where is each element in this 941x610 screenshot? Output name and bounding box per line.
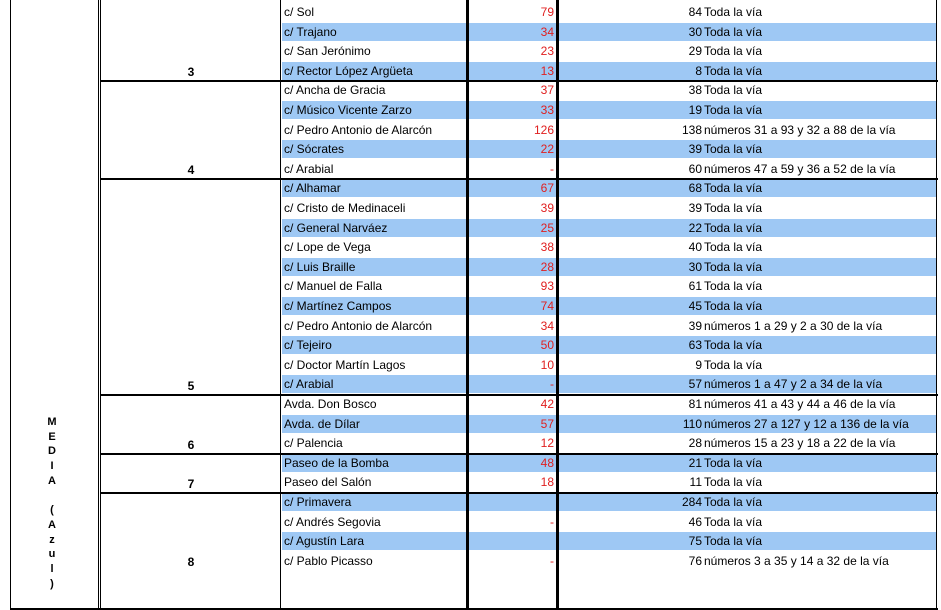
value-count-red: 79 bbox=[540, 5, 554, 19]
value-count-red: 23 bbox=[540, 44, 554, 58]
value-count: 60 bbox=[688, 162, 702, 176]
street-name: c/ Pedro Antonio de Alarcón bbox=[284, 319, 433, 333]
table-row bbox=[282, 356, 937, 374]
table-row bbox=[282, 3, 937, 21]
value-count-red: 33 bbox=[540, 103, 554, 117]
category-letter: ( bbox=[50, 504, 54, 517]
street-name: Paseo de la Bomba bbox=[284, 456, 389, 470]
scope-note: números 47 a 59 y 36 a 52 de la vía bbox=[704, 162, 896, 176]
scope-note: Toda la vía bbox=[704, 495, 763, 509]
scope-note: Toda la vía bbox=[704, 25, 763, 39]
street-name: c/ Alhamar bbox=[284, 181, 341, 195]
value-count: 22 bbox=[688, 221, 702, 235]
value-count: 30 bbox=[688, 25, 702, 39]
scope-note: Toda la vía bbox=[704, 515, 763, 529]
table-row bbox=[282, 552, 937, 570]
value-count-red: 34 bbox=[540, 319, 554, 333]
scope-note: números 3 a 35 y 14 a 32 de la vía bbox=[704, 554, 889, 568]
category-letter: A bbox=[48, 474, 56, 487]
column-divider bbox=[100, 0, 101, 610]
value-count-red: 37 bbox=[540, 83, 554, 97]
value-count-red: 67 bbox=[540, 181, 554, 195]
street-name: c/ Andrés Segovia bbox=[284, 515, 381, 529]
category-letter: M bbox=[47, 416, 57, 428]
street-name: Paseo del Salón bbox=[284, 475, 372, 489]
zone-number: 8 bbox=[187, 555, 195, 569]
scope-note: Toda la vía bbox=[704, 181, 763, 195]
street-name: c/ Pablo Picasso bbox=[284, 554, 373, 568]
zone-divider bbox=[100, 178, 938, 180]
scope-note: Toda la vía bbox=[704, 5, 763, 19]
value-count-red: 25 bbox=[540, 221, 554, 235]
value-count: 75 bbox=[688, 534, 702, 548]
zone-divider bbox=[100, 453, 938, 455]
table-row bbox=[282, 23, 937, 41]
scope-note: Toda la vía bbox=[704, 103, 763, 117]
street-name: c/ General Narváez bbox=[284, 221, 388, 235]
zone-divider bbox=[100, 492, 938, 494]
scope-note: Toda la vía bbox=[704, 475, 763, 489]
table-row bbox=[282, 81, 937, 99]
value-count-red: - bbox=[550, 554, 554, 568]
street-name: Avda. de Dílar bbox=[284, 417, 360, 431]
category-letter: D bbox=[48, 445, 56, 458]
street-name: c/ Pedro Antonio de Alarcón bbox=[284, 123, 433, 137]
table-row bbox=[282, 121, 937, 139]
street-name: c/ Cristo de Medinaceli bbox=[284, 201, 406, 215]
value-count: 57 bbox=[688, 377, 702, 391]
value-count: 284 bbox=[681, 495, 702, 509]
table-row bbox=[282, 277, 937, 295]
street-name: c/ San Jerónimo bbox=[284, 44, 371, 58]
table-row bbox=[282, 219, 937, 237]
value-count: 11 bbox=[689, 475, 702, 489]
zone-number: 7 bbox=[187, 477, 195, 491]
value-count-red: 38 bbox=[540, 240, 554, 254]
value-count-red: 22 bbox=[540, 142, 554, 156]
value-count: 9 bbox=[695, 358, 702, 372]
zone-divider bbox=[100, 394, 938, 396]
table-row bbox=[282, 513, 937, 531]
scope-note: Toda la vía bbox=[704, 534, 763, 548]
value-count: 110 bbox=[682, 417, 702, 431]
value-count-red: 74 bbox=[540, 299, 554, 313]
street-name: c/ Sol bbox=[284, 5, 315, 19]
table-row bbox=[282, 434, 937, 452]
zone-number: 4 bbox=[187, 163, 195, 177]
scope-note: Toda la vía bbox=[704, 221, 763, 235]
street-name: c/ Músico Vicente Zarzo bbox=[284, 103, 412, 117]
table-row bbox=[282, 160, 937, 178]
scope-note: números 31 a 93 y 32 a 88 de la vía bbox=[704, 123, 896, 137]
category-letter: z bbox=[49, 533, 55, 546]
table-row bbox=[282, 395, 937, 413]
value-count-red: 10 bbox=[540, 358, 554, 372]
zone-divider bbox=[100, 80, 938, 82]
table-row bbox=[282, 62, 937, 80]
value-count: 40 bbox=[688, 240, 702, 254]
street-name: c/ Ancha de Gracia bbox=[284, 83, 386, 97]
table-row bbox=[282, 493, 937, 511]
scope-note: números 15 a 23 y 18 a 22 de la vía bbox=[704, 436, 896, 450]
value-count: 138 bbox=[681, 123, 702, 137]
column-divider bbox=[10, 0, 11, 610]
table-row bbox=[282, 532, 937, 550]
table-row bbox=[282, 179, 937, 197]
table-row bbox=[282, 473, 937, 491]
table-row bbox=[282, 42, 937, 60]
street-name: c/ Tejeiro bbox=[284, 338, 332, 352]
value-count-red: 48 bbox=[540, 456, 554, 470]
value-count: 8 bbox=[695, 64, 702, 78]
street-name: c/ Martínez Campos bbox=[284, 299, 392, 313]
value-count: 19 bbox=[688, 103, 702, 117]
value-count: 45 bbox=[688, 299, 702, 313]
scope-note: Toda la vía bbox=[704, 456, 763, 470]
scope-note: Toda la vía bbox=[704, 64, 763, 78]
table-row bbox=[282, 140, 937, 158]
table-row bbox=[282, 258, 937, 276]
value-count-red: - bbox=[550, 515, 554, 529]
street-name: c/ Palencia bbox=[284, 436, 343, 450]
value-count: 39 bbox=[688, 142, 702, 156]
scope-note: Toda la vía bbox=[704, 358, 763, 372]
value-count: 84 bbox=[688, 5, 702, 19]
value-count: 30 bbox=[688, 260, 702, 274]
category-label-vertical bbox=[36, 415, 68, 591]
table-row bbox=[282, 238, 937, 256]
value-count: 29 bbox=[688, 44, 702, 58]
scope-note: números 1 a 29 y 2 a 30 de la vía bbox=[704, 319, 883, 333]
table-row bbox=[282, 297, 937, 315]
value-count-red: 126 bbox=[533, 123, 554, 137]
value-count-red: 39 bbox=[540, 201, 554, 215]
scope-note: Toda la vía bbox=[704, 142, 763, 156]
scope-note: Toda la vía bbox=[704, 279, 763, 293]
value-count: 46 bbox=[688, 515, 702, 529]
table-row bbox=[282, 199, 937, 217]
scope-note: Toda la vía bbox=[704, 83, 763, 97]
zone-number: 6 bbox=[187, 438, 195, 452]
table-row bbox=[282, 317, 937, 335]
table-row bbox=[282, 454, 937, 472]
zone-number: 5 bbox=[187, 379, 195, 393]
value-count: 21 bbox=[688, 456, 702, 470]
category-letter: ) bbox=[50, 577, 54, 590]
street-name: c/ Arabial bbox=[284, 162, 334, 176]
value-count-red: - bbox=[550, 377, 554, 391]
value-count: 39 bbox=[688, 201, 702, 215]
value-count: 81 bbox=[688, 397, 702, 411]
street-name: c/ Luis Braille bbox=[284, 260, 356, 274]
value-count-red bbox=[470, 532, 556, 550]
value-count: 63 bbox=[688, 338, 702, 352]
street-name: c/ Sócrates bbox=[284, 142, 345, 156]
value-count: 38 bbox=[688, 83, 702, 97]
scope-note: Toda la vía bbox=[704, 260, 763, 274]
category-letter: A bbox=[48, 518, 56, 531]
street-name: c/ Manuel de Falla bbox=[284, 279, 383, 293]
column-divider bbox=[466, 0, 469, 610]
category-letter bbox=[36, 489, 68, 504]
zone-number: 3 bbox=[187, 65, 195, 79]
value-count-red: 12 bbox=[540, 436, 554, 450]
value-count: 28 bbox=[688, 436, 702, 450]
street-name: Avda. Don Bosco bbox=[284, 397, 377, 411]
value-count-red bbox=[470, 493, 556, 511]
value-count: 68 bbox=[688, 181, 702, 195]
scope-note: Toda la vía bbox=[704, 44, 763, 58]
column-divider bbox=[98, 0, 99, 610]
value-count-red: 42 bbox=[540, 397, 554, 411]
value-count-red: 57 bbox=[540, 417, 554, 431]
street-name: c/ Doctor Martín Lagos bbox=[284, 358, 406, 372]
value-count-red: 34 bbox=[540, 25, 554, 39]
category-letter: I bbox=[50, 460, 54, 473]
value-count-red: - bbox=[550, 162, 554, 176]
column-divider bbox=[280, 0, 281, 610]
category-letter: l bbox=[50, 563, 54, 576]
scope-note: números 41 a 43 y 44 a 46 de la vía bbox=[704, 397, 896, 411]
scope-note: números 27 a 127 y 12 a 136 de la vía bbox=[704, 417, 909, 431]
value-count: 39 bbox=[688, 319, 702, 333]
value-count: 61 bbox=[688, 279, 702, 293]
table-row bbox=[282, 336, 937, 354]
street-name: c/ Lope de Vega bbox=[284, 240, 371, 254]
scope-note: Toda la vía bbox=[704, 201, 763, 215]
table-row bbox=[282, 415, 937, 433]
value-count-red: 13 bbox=[540, 64, 554, 78]
scope-note: Toda la vía bbox=[704, 338, 763, 352]
scope-note: Toda la vía bbox=[704, 299, 763, 313]
street-name: c/ Trajano bbox=[284, 25, 337, 39]
scope-note: números 1 a 47 y 2 a 34 de la vía bbox=[704, 377, 883, 391]
street-name: c/ Rector López Argüeta bbox=[284, 64, 413, 78]
street-name: c/ Arabial bbox=[284, 377, 334, 391]
table-row bbox=[282, 101, 937, 119]
value-count-red: 50 bbox=[540, 338, 554, 352]
table-row bbox=[282, 375, 937, 393]
category-letter: E bbox=[48, 430, 56, 443]
column-divider bbox=[936, 0, 937, 610]
column-divider bbox=[556, 0, 559, 610]
value-count-red: 18 bbox=[540, 475, 554, 489]
value-count: 76 bbox=[688, 554, 702, 568]
street-name: c/ Agustín Lara bbox=[284, 534, 365, 548]
street-name: c/ Primavera bbox=[284, 495, 352, 509]
value-count-red: 28 bbox=[540, 260, 554, 274]
value-count-red: 93 bbox=[540, 279, 554, 293]
scope-note: Toda la vía bbox=[704, 240, 763, 254]
category-letter: u bbox=[48, 548, 56, 561]
